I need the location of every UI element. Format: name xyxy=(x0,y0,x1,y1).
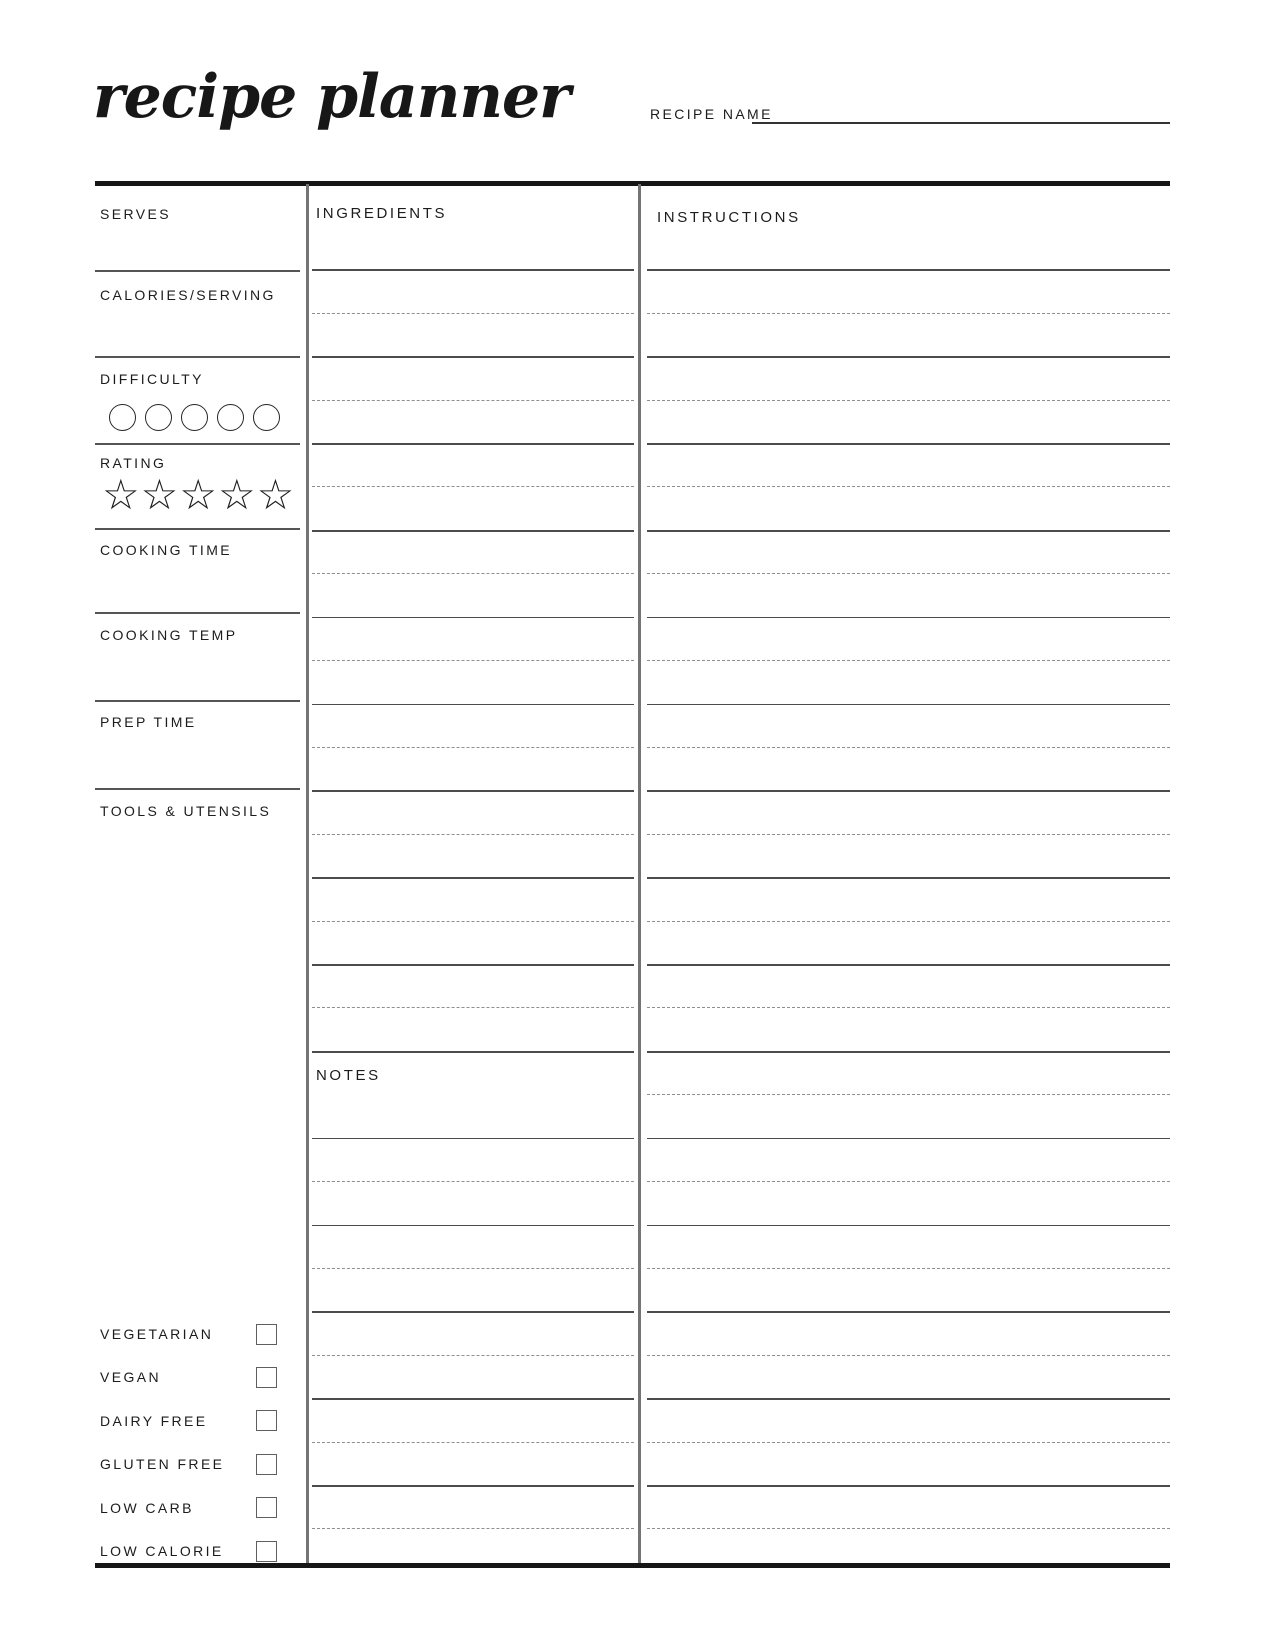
ingredients-rule-line xyxy=(312,1398,634,1400)
instructions-rule-line xyxy=(647,400,1170,401)
page-title: recipe planner xyxy=(93,62,570,132)
ingredients-rule-line xyxy=(312,1311,634,1313)
dietary-checkbox[interactable] xyxy=(256,1367,277,1388)
calories-label: CALORIES/SERVING xyxy=(100,287,276,303)
instructions-rule-line xyxy=(647,877,1170,879)
ingredients-rule-line xyxy=(312,1528,634,1529)
sidebar-section-rule xyxy=(95,788,300,790)
instructions-rule-line xyxy=(647,1528,1170,1529)
sidebar-section-rule xyxy=(95,528,300,530)
dietary-label: VEGETARIAN xyxy=(100,1325,214,1342)
ingredients-rule-line xyxy=(312,1442,634,1443)
serves-label: SERVES xyxy=(100,206,171,222)
instructions-rule-line xyxy=(647,1398,1170,1400)
instructions-rule-line xyxy=(647,834,1170,835)
difficulty-circles xyxy=(109,404,280,431)
ingredients-rule-line xyxy=(312,1181,634,1182)
sidebar-section-rule xyxy=(95,270,300,272)
difficulty-circle-icon[interactable] xyxy=(145,404,172,431)
column-divider-left xyxy=(306,184,309,1563)
ingredients-rule-line xyxy=(312,964,634,966)
star-outline-icon[interactable]: ☆ xyxy=(256,470,296,519)
dietary-checkbox[interactable] xyxy=(256,1497,277,1518)
ingredients-rule-line xyxy=(312,313,634,314)
star-outline-icon[interactable]: ☆ xyxy=(179,470,218,519)
rating-stars xyxy=(102,470,296,519)
difficulty-circle-icon[interactable] xyxy=(181,404,208,431)
recipe-name-line[interactable] xyxy=(752,122,1170,124)
instructions-rule-line xyxy=(647,704,1170,706)
ingredients-header: INGREDIENTS xyxy=(316,205,448,222)
dietary-row xyxy=(100,1366,277,1388)
instructions-rule-line xyxy=(647,1181,1170,1182)
dietary-row xyxy=(100,1497,277,1519)
ingredients-rule-line xyxy=(312,1225,634,1227)
instructions-rule-line xyxy=(647,1311,1170,1313)
instructions-rule-line xyxy=(647,921,1170,922)
sidebar-section-rule xyxy=(95,700,300,702)
ingredients-rule-line xyxy=(312,660,634,661)
dietary-checkbox[interactable] xyxy=(256,1324,277,1345)
dietary-checkbox[interactable] xyxy=(256,1410,277,1431)
notes-header: NOTES xyxy=(316,1067,381,1084)
dietary-label: LOW CALORIE xyxy=(100,1543,224,1560)
star-outline-icon[interactable]: ☆ xyxy=(102,470,141,519)
instructions-rule-line xyxy=(647,313,1170,314)
ingredients-rule-line xyxy=(312,1268,634,1269)
instructions-rule-line xyxy=(647,1138,1170,1140)
dietary-label: LOW CARB xyxy=(100,1499,194,1516)
instructions-rule-line xyxy=(647,573,1170,574)
instructions-rule-line xyxy=(647,1094,1170,1095)
dietary-checkbox[interactable] xyxy=(256,1541,277,1562)
dietary-row xyxy=(100,1410,277,1432)
instructions-rule-line xyxy=(647,486,1170,487)
ingredients-rule-line xyxy=(312,1138,634,1140)
instructions-rule-line xyxy=(647,1442,1170,1443)
sidebar-section-rule xyxy=(95,612,300,614)
ingredients-rule-line xyxy=(312,356,634,358)
ingredients-rule-line xyxy=(312,1007,634,1008)
ingredients-rule-line xyxy=(312,790,634,792)
ingredients-rule-line xyxy=(312,530,634,532)
tools-utensils-label: TOOLS & UTENSILS xyxy=(100,803,272,819)
cooking-temp-label: COOKING TEMP xyxy=(100,627,238,643)
instructions-rule-line xyxy=(647,269,1170,271)
ingredients-rule-line xyxy=(312,1051,634,1053)
instructions-rule-line xyxy=(647,964,1170,966)
recipe-name-label: RECIPE NAME xyxy=(650,106,773,122)
instructions-rule-line xyxy=(647,1485,1170,1487)
ingredients-rule-line xyxy=(312,834,634,835)
difficulty-circle-icon[interactable] xyxy=(109,404,136,431)
ingredients-rule-line xyxy=(312,1485,634,1487)
instructions-rule-line xyxy=(647,1007,1170,1008)
ingredients-rule-line xyxy=(312,269,634,271)
ingredients-rule-line xyxy=(312,617,634,619)
prep-time-label: PREP TIME xyxy=(100,714,197,730)
dietary-label: VEGAN xyxy=(100,1369,162,1386)
instructions-rule-line xyxy=(647,1355,1170,1356)
ingredients-rule-line xyxy=(312,921,634,922)
instructions-rule-line xyxy=(647,617,1170,619)
dietary-label: DAIRY FREE xyxy=(100,1412,208,1429)
difficulty-circle-icon[interactable] xyxy=(253,404,280,431)
star-outline-icon[interactable]: ☆ xyxy=(140,470,180,519)
bottom-border xyxy=(95,1563,1170,1568)
top-border xyxy=(95,181,1170,186)
instructions-rule-line xyxy=(647,1268,1170,1269)
instructions-rule-line xyxy=(647,356,1170,358)
instructions-rule-line xyxy=(647,443,1170,445)
ingredients-rule-line xyxy=(312,877,634,879)
difficulty-circle-icon[interactable] xyxy=(217,404,244,431)
rating-label: RATING xyxy=(100,455,167,471)
dietary-label: GLUTEN FREE xyxy=(100,1456,225,1473)
instructions-header: INSTRUCTIONS xyxy=(657,209,801,226)
instructions-rule-line xyxy=(647,1051,1170,1053)
instructions-rule-line xyxy=(647,660,1170,661)
ingredients-rule-line xyxy=(312,400,634,401)
dietary-checkbox[interactable] xyxy=(256,1454,277,1475)
ingredients-rule-line xyxy=(312,704,634,706)
ingredients-rule-line xyxy=(312,573,634,574)
dietary-checklist xyxy=(100,1323,277,1563)
instructions-rule-line xyxy=(647,530,1170,532)
ingredients-rule-line xyxy=(312,486,634,487)
sidebar-section-rule xyxy=(95,356,300,358)
dietary-row xyxy=(100,1540,277,1562)
dietary-row xyxy=(100,1323,277,1345)
instructions-rule-line xyxy=(647,1225,1170,1227)
ingredients-rule-line xyxy=(312,747,634,748)
dietary-row xyxy=(100,1453,277,1475)
instructions-rule-line xyxy=(647,790,1170,792)
instructions-rule-line xyxy=(647,747,1170,748)
cooking-time-label: COOKING TIME xyxy=(100,542,232,558)
difficulty-label: DIFFICULTY xyxy=(100,371,204,387)
sidebar-section-rule xyxy=(95,443,300,445)
ingredients-rule-line xyxy=(312,443,634,445)
star-outline-icon[interactable]: ☆ xyxy=(217,470,257,519)
column-divider-right xyxy=(638,184,641,1563)
ingredients-rule-line xyxy=(312,1355,634,1356)
